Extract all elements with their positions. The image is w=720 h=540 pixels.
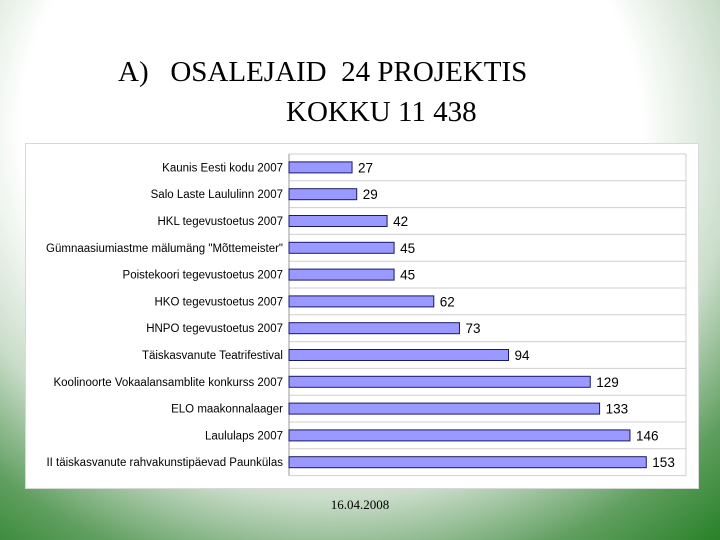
bar <box>289 376 590 387</box>
bar <box>289 323 459 334</box>
category-label: HKO tegevustoetus 2007 <box>154 296 283 309</box>
data-label: 133 <box>605 401 629 417</box>
category-label: Koolinoorte Vokaalansamblite konkurss 2007 <box>53 376 283 389</box>
bar <box>289 162 352 173</box>
bar-chart <box>26 144 698 488</box>
category-label: Gümnaasiumiastme mälumäng "Mõttemeister" <box>46 242 283 255</box>
bar <box>289 269 394 280</box>
bar-chart-panel <box>25 143 699 489</box>
data-label: 62 <box>439 294 455 310</box>
bar <box>289 430 630 441</box>
data-label: 129 <box>596 374 619 390</box>
category-label: Täiskasvanute Teatrifestival <box>141 350 283 362</box>
category-label: Poistekoori tegevustoetus 2007 <box>122 269 283 282</box>
slide-date: 16.04.2008 <box>330 497 390 512</box>
data-label: 45 <box>400 267 416 283</box>
data-label: 29 <box>362 187 378 203</box>
data-label: 42 <box>393 214 409 229</box>
category-label: II täiskasvanute rahvakunstipäevad Paunkülas <box>46 457 283 470</box>
category-label: Laululaps 2007 <box>204 430 283 443</box>
bar <box>289 296 434 307</box>
data-label: 45 <box>400 240 416 256</box>
bar <box>289 189 357 200</box>
category-label: Salo Laste Laululinn 2007 <box>150 189 283 202</box>
category-label: ELO maakonnalaager <box>171 403 283 416</box>
data-label: 94 <box>514 348 530 363</box>
category-label: Kaunis Eesti kodu 2007 <box>162 162 283 175</box>
data-label: 146 <box>635 428 659 444</box>
category-label: HNPO tegevustoetus 2007 <box>146 323 283 336</box>
category-label: HKL tegevustoetus 2007 <box>157 216 283 228</box>
title-line-1: A) OSALEJAID 24 PROJEKTIS <box>118 56 528 88</box>
bar <box>289 457 646 468</box>
data-label: 27 <box>358 160 374 176</box>
data-label: 73 <box>465 321 481 337</box>
bar <box>289 350 509 361</box>
bar <box>289 242 394 253</box>
data-label: 153 <box>652 455 675 471</box>
bar <box>289 216 387 227</box>
title-line-2: KOKKU 11 438 <box>286 96 477 128</box>
bar <box>289 403 600 414</box>
